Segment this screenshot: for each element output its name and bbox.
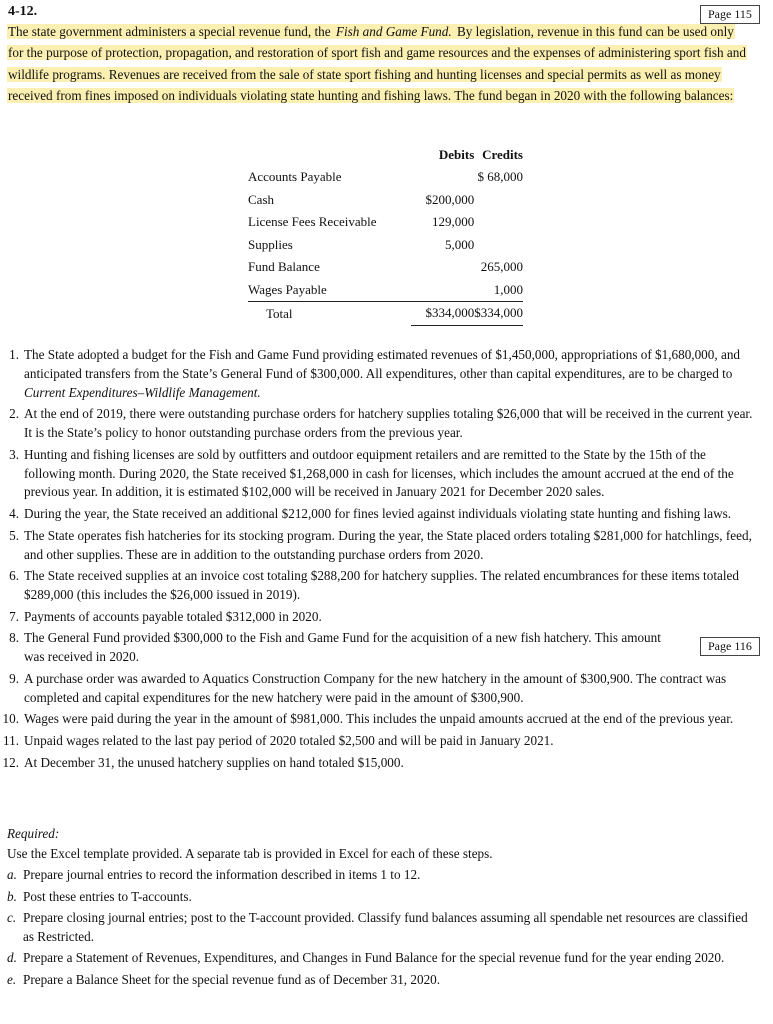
item-number: 9. bbox=[9, 670, 19, 686]
debit-value: $200,000 bbox=[425, 191, 475, 207]
item-emphasis: Current Expenditures–Wildlife Management. bbox=[24, 384, 261, 400]
debit-value bbox=[411, 166, 474, 189]
req-letter: e. bbox=[7, 971, 17, 987]
req-text: Prepare a Statement of Revenues, Expenditures, and Changes in Fund Balance for the special revenue fund for the year ending 2020. bbox=[23, 950, 725, 966]
table-row bbox=[248, 166, 523, 189]
item-text: The State operates fish hatcheries for its stocking program. During the year, the State placed orders totaling $281,000 for hatchlings, feed, and other supplies. These are in addition to the outstanding purchase orders from 2020. bbox=[24, 527, 752, 562]
req-letter: d. bbox=[7, 950, 17, 966]
problem-intro bbox=[7, 21, 752, 107]
item-text: A purchase order was awarded to Aquatics Construction Company for the new hatchery in the amount of $300,900. The contract was completed and capital expenditures for the new hatchery were paid in the amount of $300,900. bbox=[24, 670, 727, 705]
total-debits: $334,000 bbox=[411, 302, 474, 326]
item-text: Payments of accounts payable totaled $312,000 in 2020. bbox=[24, 608, 322, 624]
item-number: 6. bbox=[9, 568, 19, 584]
item-text: During the year, the State received an additional $212,000 for fines levied against individuals violating state hunting and fishing laws. bbox=[24, 506, 732, 522]
credit-value bbox=[474, 234, 523, 257]
list-item bbox=[0, 446, 760, 502]
required-label: Required: bbox=[7, 826, 60, 841]
total-row bbox=[248, 302, 523, 326]
list-item bbox=[7, 866, 757, 885]
debit-value: 5,000 bbox=[445, 236, 475, 252]
problem-number: 4-12. bbox=[8, 4, 38, 19]
table-row bbox=[248, 234, 523, 257]
item-number: 5. bbox=[9, 527, 19, 543]
transaction-list bbox=[0, 346, 760, 775]
intro-text-start: The state government administers a special revenue fund, the bbox=[8, 24, 334, 39]
list-item bbox=[7, 949, 757, 968]
list-item bbox=[0, 608, 760, 627]
total-label: Total bbox=[248, 302, 411, 326]
req-text: Prepare a Balance Sheet for the special revenue fund as of December 31, 2020. bbox=[23, 971, 441, 987]
list-item bbox=[0, 710, 760, 729]
intro-text-rest: By legislation, revenue in this fund can be used only for the purpose of protection, propagation, and restoration of sport fish and game resources and the expenses of administering sport fish and wildlife programs. Revenues are received from the sale of state sport fishing and hunting licenses and special permits as well as money received from fines imposed on individuals violating state hunting and fishing laws. The fund began in 2020 with the following balances: bbox=[8, 24, 746, 104]
account-name: Wages Payable bbox=[248, 281, 327, 297]
credit-value bbox=[474, 211, 523, 234]
list-item bbox=[0, 732, 760, 751]
item-number: 2. bbox=[9, 406, 19, 422]
debits-header: Debits bbox=[438, 147, 475, 162]
table-row bbox=[248, 279, 523, 302]
item-text: Wages were paid during the year in the amount of $981,000. This includes the unpaid amounts accrued at the end of the previous year. bbox=[24, 711, 734, 727]
page-marker-115: Page 115 bbox=[700, 5, 760, 24]
item-text: The State received supplies at an invoice cost totaling $288,200 for hatchery supplies. The related encumbrances for these items totaled $289,000 (this includes the $26,000 issued in 2019). bbox=[24, 568, 739, 603]
credits-header: Credits bbox=[482, 147, 523, 162]
req-text: Prepare journal entries to record the information described in items 1 to 12. bbox=[23, 867, 421, 883]
list-item bbox=[7, 888, 757, 907]
list-item bbox=[7, 909, 757, 947]
list-item bbox=[0, 505, 760, 524]
req-text: Post these entries to T-accounts. bbox=[23, 888, 192, 904]
item-text: The General Fund provided $300,000 to the Fish and Game Fund for the acquisition of a new fish hatchery. This amount was received in 2020. bbox=[24, 630, 661, 665]
req-letter: b. bbox=[7, 888, 17, 904]
item-number: 1. bbox=[9, 347, 19, 362]
debit-value bbox=[411, 279, 474, 302]
total-credits: $334,000 bbox=[474, 302, 523, 326]
list-item bbox=[0, 567, 760, 605]
item-text: Unpaid wages related to the last pay period of 2020 totaled $2,500 and will be paid in January 2021. bbox=[24, 733, 554, 749]
req-letter: a. bbox=[7, 867, 17, 883]
table-row bbox=[248, 189, 523, 212]
account-name: Accounts Payable bbox=[248, 169, 342, 185]
item-number: 7. bbox=[9, 608, 19, 624]
account-name: Fund Balance bbox=[248, 259, 320, 275]
account-name: License Fees Receivable bbox=[248, 214, 377, 230]
item-number: 3. bbox=[9, 446, 19, 462]
table-row bbox=[248, 211, 523, 234]
req-letter: c. bbox=[7, 910, 17, 926]
item-number: 12. bbox=[2, 754, 19, 770]
list-item bbox=[0, 754, 760, 773]
list-item bbox=[7, 971, 757, 990]
req-text: Prepare closing journal entries; post to the T-account provided. Classify fund balances assuming all spendable net resources are classified as Restricted. bbox=[23, 910, 748, 944]
item-number: 4. bbox=[9, 506, 19, 522]
requirements-section bbox=[7, 845, 757, 992]
list-item bbox=[0, 629, 760, 667]
instruction-intro: Use the Excel template provided. A separate tab is provided in Excel for each of these steps. bbox=[7, 846, 493, 861]
item-text: At December 31, the unused hatchery supplies on hand totaled $15,000. bbox=[24, 754, 404, 770]
fund-name: Fish and Game Fund. bbox=[335, 24, 452, 39]
item-text: Hunting and fishing licenses are sold by outfitters and outdoor equipment retailers and are remitted to the State by the 15th of the following month. During 2020, the State received $1,268,000 in cash for licenses, which includes the amount accrued at the end of the previous year. In addition, it is estimated $102,000 will be received in January 2021 for December 2020 sales. bbox=[24, 446, 734, 500]
page-marker-116: Page 116 bbox=[700, 637, 760, 656]
beginning-balances-table bbox=[248, 144, 523, 326]
item-number: 10. bbox=[2, 711, 19, 727]
credit-value bbox=[474, 189, 523, 212]
account-name: Supplies bbox=[248, 236, 293, 252]
list-item bbox=[0, 670, 760, 708]
credit-value: $ 68,000 bbox=[477, 169, 523, 185]
table-row bbox=[248, 256, 523, 279]
debit-value bbox=[411, 256, 474, 279]
item-text: At the end of 2019, there were outstanding purchase orders for hatchery supplies totaling $26,000 that will be received in the current year. It is the State’s policy to honor outstanding purchase orders from the previous year. bbox=[24, 406, 753, 441]
item-number: 11. bbox=[3, 733, 19, 749]
credit-value: 1,000 bbox=[493, 281, 523, 297]
list-item bbox=[0, 346, 760, 402]
item-text: The State adopted a budget for the Fish and Game Fund providing estimated revenues of $1,450,000, appropriations of $1,680,000, and anticipated transfers from the State’s General Fund of $300,000. All expenditures, other than capital expenditures, are to be charged to bbox=[24, 347, 741, 381]
list-item bbox=[0, 527, 760, 565]
list-item bbox=[0, 405, 760, 443]
credit-value: 265,000 bbox=[480, 259, 523, 275]
debit-value: 129,000 bbox=[432, 214, 475, 230]
table-header-row bbox=[248, 144, 523, 166]
account-name: Cash bbox=[248, 191, 274, 207]
item-number: 8. bbox=[9, 630, 19, 646]
